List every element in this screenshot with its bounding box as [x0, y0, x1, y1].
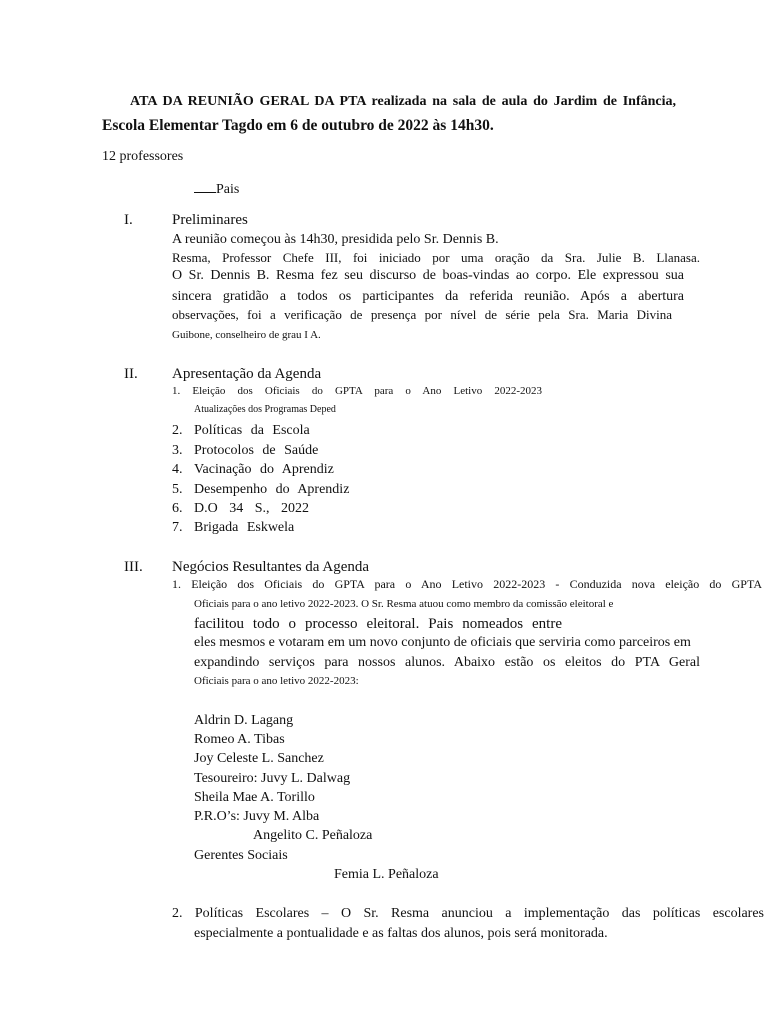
attendance-parents	[194, 180, 239, 198]
officer-treasurer: Tesoureiro: Juvy L. Dalwag	[194, 771, 351, 786]
section-1-numeral: I.	[124, 212, 133, 228]
agenda-item-3-text: Protocolos de Saúde	[194, 443, 319, 458]
parents-label: Pais	[216, 182, 240, 197]
business-item-1-line-4: eles mesmos e votaram em um novo conjunto de oficiais que serviria como parceiros em	[194, 635, 691, 650]
title-rest-part: realizada na sala de aula do Jardim de Infância,	[371, 94, 676, 109]
section-1-line-1: A reunião começou às 14h30, presidida pelo Sr. Dennis B.	[172, 232, 499, 247]
section-1-line-2: Resma, Professor Chefe III, foi iniciado por uma oração da Sra. Julie B. Llanasa.	[172, 250, 700, 265]
officer-1: Aldrin D. Lagang	[194, 713, 294, 728]
agenda-item-4: 4. Vacinação do Aprendiz	[172, 462, 334, 477]
agenda-sub-item: Atualizações dos Programas Deped	[194, 404, 336, 415]
social-managers-label: Gerentes Sociais	[194, 848, 288, 863]
section-3-numeral: III.	[124, 559, 143, 575]
agenda-item-5: 5. Desempenho do Aprendiz	[172, 482, 350, 497]
agenda-item-2-text: Políticas da Escola	[194, 423, 310, 438]
agenda-item-1: 1. Eleição dos Oficiais do GPTA para o Ano Letivo 2022-2023	[172, 385, 542, 397]
section-2-title: Apresentação da Agenda	[172, 366, 322, 382]
section-1-line-5: observações, foi a verificação de presença por nível de série pela Sra. Maria Divina	[172, 307, 672, 322]
section-1-line-4: sincera gratidão a todos os participantes da referida reunião. Após a abertura	[172, 289, 684, 304]
section-1-title: Preliminares	[172, 212, 248, 228]
business-item-1-line-3: facilitou todo o processo eleitoral. Pais nomeados entre	[194, 616, 562, 632]
agenda-item-7: 7. Brigada Eskwela	[172, 520, 295, 535]
business-item-1-line-6: Oficiais para o ano letivo 2022-2023:	[194, 675, 359, 687]
officer-pro-1: P.R.O’s: Juvy M. Alba	[194, 809, 320, 824]
agenda-item-3: 3. Protocolos de Saúde	[172, 443, 319, 458]
officer-social-manager: Femia L. Peñaloza	[334, 867, 439, 882]
document-title-line-1	[130, 94, 676, 110]
officer-5: Sheila Mae A. Torillo	[194, 790, 315, 805]
title-bold-part: ATA DA REUNIÃO GERAL DA PTA	[130, 94, 366, 109]
business-item-1-first-line: 1. Eleição dos Oficiais do GPTA para o Ano Letivo 2022-2023 - Conduzida nova eleição do GPTA	[172, 577, 762, 591]
agenda-item-4-text: Vacinação do Aprendiz	[194, 462, 334, 477]
business-item-1-line-5: expandindo serviços para nossos alunos. Abaixo estão os eleitos do PTA Geral	[194, 655, 700, 670]
business-item-2-second-line: especialmente a pontualidade e as faltas dos alunos, pois será monitorada.	[194, 926, 608, 941]
officer-2: Romeo A. Tibas	[194, 732, 285, 747]
business-item-1-line-2: Oficiais para o ano letivo 2022-2023. O Sr. Resma atuou como membro da comissão eleitoral e	[194, 598, 614, 610]
agenda-item-5-text: Desempenho do Aprendiz	[194, 482, 350, 497]
document-title-line-2: Escola Elementar Tagdo em 6 de outubro de 2022 às 14h30.	[102, 117, 494, 134]
section-1-line-6: Guibone, conselheiro de grau I A.	[172, 329, 321, 341]
agenda-item-6: 6. D.O 34 S., 2022	[172, 501, 310, 516]
section-2-numeral: II.	[124, 366, 138, 382]
officer-pro-2: Angelito C. Peñaloza	[253, 828, 373, 843]
section-1-line-3: O Sr. Dennis B. Resma fez seu discurso de boas-vindas ao corpo. Ele expressou sua	[172, 268, 684, 283]
officer-3: Joy Celeste L. Sanchez	[194, 751, 324, 766]
agenda-item-2: 2. Políticas da Escola	[172, 423, 310, 438]
agenda-item-6-text: D.O 34 S., 2022	[194, 501, 310, 516]
section-3-title: Negócios Resultantes da Agenda	[172, 559, 370, 575]
business-item-2-first-line: 2. Políticas Escolares – O Sr. Resma anunciou a implementação das políticas escolares	[172, 906, 764, 921]
attendance-teachers: 12 professores	[102, 149, 184, 164]
agenda-item-7-text: Brigada Eskwela	[194, 520, 295, 535]
parents-blank-line	[194, 180, 216, 193]
